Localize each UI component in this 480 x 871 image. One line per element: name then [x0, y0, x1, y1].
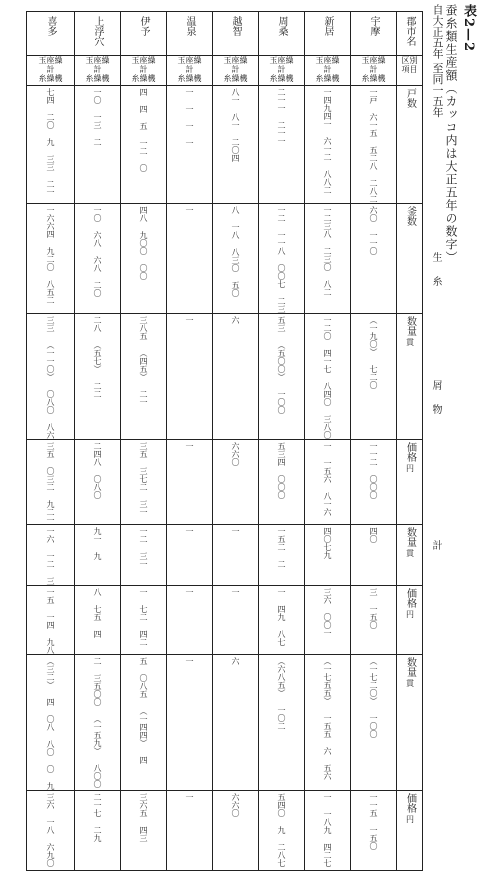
table-cell — [75, 791, 121, 871]
table-cell: 価格 円 — [397, 586, 423, 655]
subtype-cell: 玉座繰 計 糸繰機 — [351, 56, 397, 86]
table-row — [27, 791, 423, 871]
cell-value: 一五 一四 九八 — [46, 588, 55, 654]
cell-value: 一〇 六八 六八 二〇 — [93, 206, 102, 297]
table-cell — [259, 314, 305, 440]
table-cell — [305, 86, 351, 204]
table-cell — [27, 314, 75, 440]
table-cell — [351, 204, 397, 314]
table-cell — [259, 440, 305, 525]
table-cell — [351, 655, 397, 791]
table-cell — [305, 586, 351, 655]
subtype-cell: 玉座繰 計 糸繰機 — [305, 56, 351, 86]
table-cell — [167, 314, 213, 440]
table-cell — [305, 655, 351, 791]
table-cell — [351, 86, 397, 204]
corner-subheader: 区別 項目 — [397, 56, 423, 86]
city-cell: 温泉 — [167, 12, 213, 56]
cell-value: 一 — [231, 527, 240, 535]
table-cell — [167, 440, 213, 525]
table-cell — [167, 586, 213, 655]
row-label-total-qty: 数量 — [404, 657, 416, 677]
header-row-cities — [27, 12, 423, 56]
cell-value: 一 — [231, 588, 240, 596]
table-cell — [27, 440, 75, 525]
table-cell — [213, 440, 259, 525]
cell-value: 三五 〇三二 九二一 — [46, 442, 55, 524]
subtype-cell: 玉座繰 計 糸繰機 — [121, 56, 167, 86]
header-row-subtypes — [27, 56, 423, 86]
table-cell — [351, 525, 397, 586]
cell-value: 七四 二〇 九 三三 二一 — [46, 88, 55, 196]
table-cell — [167, 204, 213, 314]
table-cell — [27, 525, 75, 586]
cell-value: 一 — [185, 657, 194, 665]
cell-value: 一 — [185, 588, 194, 596]
cell-value: 一 — [185, 206, 194, 214]
table-cell — [351, 791, 397, 871]
table-number: 表2—2 — [461, 4, 476, 53]
table-cell — [213, 791, 259, 871]
table-cell — [121, 86, 167, 204]
table-cell: 価格 円 — [397, 791, 423, 871]
table-cell — [75, 314, 121, 440]
cell-value: 一 — [185, 442, 194, 450]
table-cell — [27, 586, 75, 655]
table-cell — [121, 655, 167, 791]
cell-value: 一四九四一 六一二 八八二 — [323, 88, 332, 194]
row-label-waste-qty: 数量 — [404, 527, 416, 547]
group-label-waste: 屑物 — [430, 380, 441, 428]
cell-value: 六 — [231, 657, 240, 665]
table-row — [27, 655, 423, 791]
cell-value: （一七二〇） 一〇〇 — [369, 657, 378, 738]
group-label-total: 計 — [430, 540, 441, 550]
cell-value: 六 — [231, 316, 240, 324]
cell-value: （一七五五） 一五五 六 五六 — [323, 657, 332, 780]
city-cell: 宇摩 — [351, 12, 397, 56]
cell-value: 八 一八 八三〇 五〇 — [231, 206, 240, 297]
cell-value: 三 一五〇 — [369, 588, 378, 629]
cell-value: 四 四 五 一二 〇 — [139, 88, 148, 172]
table-cell — [259, 586, 305, 655]
subtype-cell: 玉座繰 計 糸繰機 — [27, 56, 75, 86]
table-cell — [213, 86, 259, 204]
cell-value: （三二） 四 〇八 八〇 〇 九 — [46, 657, 55, 790]
cell-value: 一 一 一 一 — [185, 88, 194, 147]
table-cell: 数量 貫 — [397, 525, 423, 586]
cell-value: （六八五） 一〇二 — [277, 657, 286, 730]
cell-value: 三六 一八 六九〇 — [46, 793, 55, 867]
table-cell — [75, 655, 121, 791]
cell-value: 一二三八 二三〇 八二 — [323, 206, 332, 296]
row-label-raw-silk-price: 価格 — [404, 442, 416, 462]
cell-value: 五四〇 九 二八七 — [277, 793, 286, 867]
cell-value: 五三 （五〇〇） 一〇〇 — [277, 316, 286, 414]
table-cell — [259, 86, 305, 204]
city-cell: 越智 — [213, 12, 259, 56]
table-cell — [213, 586, 259, 655]
city-cell: 伊予 — [121, 12, 167, 56]
cell-value: 二四八 〇八〇 — [93, 442, 102, 499]
table-cell — [75, 525, 121, 586]
table-cell — [351, 586, 397, 655]
table-cell — [259, 204, 305, 314]
cell-value: 三六 〇〇一 — [323, 588, 332, 637]
table-cell — [75, 440, 121, 525]
table-cell — [305, 525, 351, 586]
cell-value: 三六五 四三 — [139, 793, 148, 842]
table-cell — [121, 586, 167, 655]
cell-value: 六六〇 — [231, 793, 240, 817]
table-cell — [121, 440, 167, 525]
table-cell — [305, 314, 351, 440]
table-cell — [397, 204, 423, 314]
table-row — [27, 440, 423, 525]
cell-value: 一戸 六一五 五二八 二八二 — [369, 88, 378, 203]
table-row — [27, 525, 423, 586]
cell-value: 九一 九 — [93, 527, 102, 560]
cell-value: 二一一 二一一 — [277, 88, 286, 145]
table-row — [27, 314, 423, 440]
cell-value: 一六六四 九二〇 八五二 — [46, 206, 55, 304]
cell-value: 一 — [185, 527, 194, 535]
cell-value: 二一七 二九 — [93, 793, 102, 842]
table-cell — [27, 791, 75, 871]
table-cell — [259, 525, 305, 586]
cell-value: 三八五 （四五） 二一 — [139, 316, 148, 406]
table-cell — [121, 525, 167, 586]
cell-value: 八一 八一 二〇四 — [231, 88, 240, 162]
row-label-waste-price: 価格 — [404, 588, 416, 608]
cell-value: 六六〇 — [231, 442, 240, 466]
row-label: 釜数 — [404, 206, 416, 226]
table-cell — [167, 525, 213, 586]
table-cell — [167, 655, 213, 791]
cell-value: 二八 （五七） 二二 — [93, 316, 102, 398]
table-cell — [259, 655, 305, 791]
cell-value: 一二 一一八 〇〇七 二三 — [277, 206, 286, 313]
cell-value: 八 七五 四 — [93, 588, 102, 638]
subtype-cell: 玉座繰 計 糸繰機 — [75, 56, 121, 86]
cell-value: 三三 （一一〇） 〇八〇 八六 — [46, 316, 55, 439]
table-row — [27, 86, 423, 204]
cell-value: 一五二 二 — [277, 527, 286, 568]
table-cell: 価格 円 — [397, 440, 423, 525]
cell-value: （一九〇） 七二〇 — [369, 316, 378, 389]
table-cell — [75, 586, 121, 655]
table-cell: 数量 貫 — [397, 314, 423, 440]
table-title-block — [424, 4, 478, 616]
table-cell — [259, 791, 305, 871]
silk-production-table — [26, 11, 423, 871]
cell-value: 四〇七九 — [323, 527, 332, 559]
row-label: 戸数 — [404, 88, 416, 108]
cell-value: 一一五 一五〇 — [369, 793, 378, 850]
city-cell: 上浮穴 — [75, 12, 121, 56]
row-label-total-price: 価格 — [404, 793, 416, 813]
cell-value: 四〇 — [369, 527, 378, 543]
cell-value: 五 〇八五 （一四四） 四 — [139, 657, 148, 764]
table-cell — [121, 204, 167, 314]
table-cell — [167, 791, 213, 871]
cell-value: 一二 三一 — [139, 527, 148, 568]
cell-value: 二 三五〇〇 （一五九） 八〇〇 — [93, 657, 102, 788]
table-cell — [75, 204, 121, 314]
subtype-cell: 玉座繰 計 糸繰機 — [213, 56, 259, 86]
table-cell: 数量 貫 — [397, 655, 423, 791]
table-date-range: 自大正五年 至同一五年 — [431, 4, 444, 118]
table-cell — [305, 204, 351, 314]
table-cell — [305, 791, 351, 871]
table-cell — [305, 440, 351, 525]
cell-value: 一 一五六 八一六 — [323, 442, 332, 516]
cell-value: 一六 一二 三 — [46, 527, 55, 585]
cell-value: 四八 九〇〇 〇〇 — [139, 206, 148, 280]
subtype-cell: 玉座繰 計 糸繰機 — [167, 56, 213, 86]
table-cell — [121, 314, 167, 440]
cell-value: 一 — [185, 793, 194, 801]
group-label-raw-silk: 生糸 — [430, 252, 441, 300]
cell-value: 六〇 一一〇 — [369, 206, 378, 255]
cell-value: 一 一八九 四二七 — [323, 793, 332, 867]
table-row — [27, 586, 423, 655]
table-cell — [213, 525, 259, 586]
city-cell: 新居 — [305, 12, 351, 56]
table-cell — [213, 204, 259, 314]
table-cell — [27, 655, 75, 791]
cell-value: 一 七二 四二 — [139, 588, 148, 646]
table-subtitle: 蚕糸類生産額（カッコ内は大正五年の数字） — [444, 4, 458, 264]
corner-header: 郡市名 — [397, 12, 423, 56]
table-cell — [167, 86, 213, 204]
cell-value: 一 四九 八七 — [277, 588, 286, 646]
table-cell — [121, 791, 167, 871]
table-row — [27, 204, 423, 314]
table-cell — [75, 86, 121, 204]
table-cell — [351, 440, 397, 525]
cell-value: 一 — [185, 316, 194, 324]
cell-value: 五三四 〇〇〇 — [277, 442, 286, 499]
table-cell — [27, 86, 75, 204]
table-cell — [351, 314, 397, 440]
table-cell — [213, 655, 259, 791]
table-cell — [27, 204, 75, 314]
subtype-cell: 玉座繰 計 糸繰機 — [259, 56, 305, 86]
table-cell — [213, 314, 259, 440]
cell-value: 三五 三七二 三一 — [139, 442, 148, 516]
cell-value: 一一二 〇〇〇 — [369, 442, 378, 499]
city-cell: 周桑 — [259, 12, 305, 56]
table-cell — [397, 86, 423, 204]
cell-value: 一〇 一三 二 — [93, 88, 102, 146]
city-cell: 喜多 — [27, 12, 75, 56]
row-label-raw-silk-qty: 数量 — [404, 316, 416, 336]
cell-value: 一二〇 四一七 八四〇 三八〇 — [323, 316, 332, 439]
